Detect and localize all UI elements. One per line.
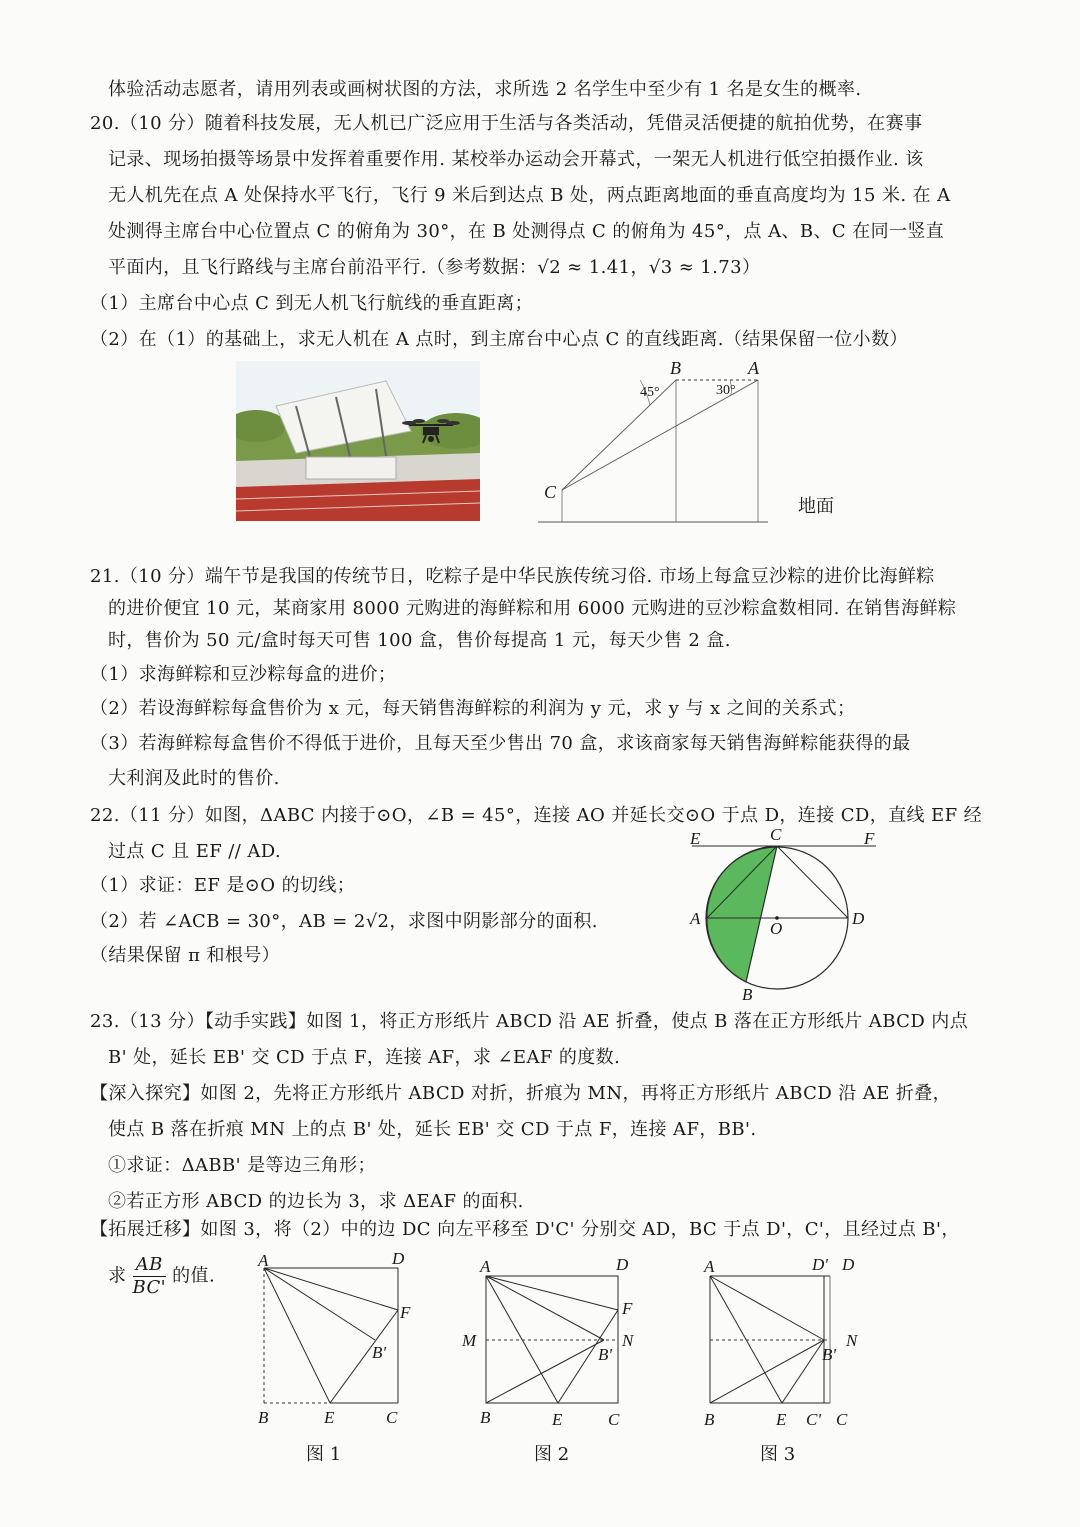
text-line: 无人机先在点 A 处保持水平飞行，飞行 9 米后到达点 B 处，两点距离地面的垂直高度均为 15 米. 在 A xyxy=(108,185,951,206)
text-line: ②若正方形 ABCD 的边长为 3，求 ΔEAF 的面积. xyxy=(108,1191,524,1212)
label-C: C xyxy=(544,482,557,502)
label-Cprime: C' xyxy=(806,1410,821,1429)
text-seg: 的值. xyxy=(172,1265,216,1287)
text-line: ①求证：ΔABB' 是等边三角形； xyxy=(108,1155,376,1176)
fraction xyxy=(133,1254,166,1299)
text-line: 记录、现场拍摄等场景中发挥着重要作用. 某校举办运动会开幕式，一架无人机进行低空拍摄作业. 该 xyxy=(108,149,924,170)
label-Bprime: B' xyxy=(372,1343,387,1362)
text-line: 【深入探究】如图 2，先将正方形纸片 ABCD 对折，折痕为 MN，再将正方形纸片 ABCD 沿 AE 折叠， xyxy=(90,1083,952,1104)
question-part: （1）求海鲜粽和豆沙粽每盒的进价； xyxy=(90,664,397,685)
text-line: 体验活动志愿者，请用列表或画树状图的方法，求所选 2 名学生中至少有 1 名是女生的概率. xyxy=(108,79,862,100)
label-F: F xyxy=(400,1303,411,1322)
text-line: 的进价便宜 10 元，某商家用 8000 元购进的海鲜粽和用 6000 元购进的豆沙粽盒数相同. 在销售海鲜粽 xyxy=(108,598,957,619)
text-line: 时，售价为 50 元/盒时每天可售 100 盒，售价每提高 1 元，每天少售 2 盒. xyxy=(108,630,731,651)
drone-angle-diagram xyxy=(530,356,850,526)
label-N: N xyxy=(846,1331,858,1350)
label-B: B xyxy=(258,1408,269,1427)
label-D: D xyxy=(392,1249,405,1268)
label-Bprime: B' xyxy=(822,1345,837,1364)
label-D: D xyxy=(852,909,865,928)
label-C: C xyxy=(836,1410,848,1429)
label-B: B xyxy=(704,1410,715,1429)
figure-2 xyxy=(458,1248,648,1433)
fraction-question xyxy=(108,1254,215,1299)
text-line: 大利润及此时的售价. xyxy=(108,768,280,789)
label-Bprime: B' xyxy=(598,1345,613,1364)
question-part: （2）在（1）的基础上，求无人机在 A 点时，到主席台中心点 C 的直线距离.（结果保留一位小数） xyxy=(90,329,908,350)
label-E: E xyxy=(324,1408,335,1427)
label-C: C xyxy=(608,1410,620,1429)
figure-3-caption: 图 3 xyxy=(760,1444,796,1465)
question-part: （结果保留 π 和根号） xyxy=(90,945,281,966)
text-line: 平面内，且飞行路线与主席台前沿平行.（参考数据：√2 ≈ 1.41，√3 ≈ 1.73） xyxy=(108,257,761,278)
label-F: F xyxy=(864,829,875,848)
label-A: A xyxy=(704,1257,715,1276)
label-A: A xyxy=(690,909,701,928)
fraction-numerator: AB xyxy=(133,1254,166,1277)
text-seg: 求 xyxy=(108,1265,127,1287)
question-part: （1）求证：EF 是⊙O 的切线； xyxy=(90,875,356,896)
label-F: F xyxy=(622,1299,633,1318)
label-B: B xyxy=(480,1408,491,1427)
question-21-title: 21.（10 分）端午节是我国的传统节日，吃粽子是中华民族传统习俗. 市场上每盒豆沙粽的进价比海鲜粽 xyxy=(90,566,935,587)
label-E: E xyxy=(776,1410,787,1429)
label-O: O xyxy=(770,919,783,938)
ground-label: 地面 xyxy=(798,496,834,516)
label-A: A xyxy=(258,1251,269,1270)
text-line: 【拓展迁移】如图 3，将（2）中的边 DC 向左平移至 D'C' 分别交 AD，BC 于点 D'，C'，且经过点 B'， xyxy=(90,1219,960,1240)
question-22-title: 22.（11 分）如图，ΔABC 内接于⊙O，∠B = 45°，连接 AO 并延长交⊙O 于点 D，连接 CD，直线 EF 经 xyxy=(90,805,982,826)
question-part: （1）主席台中心点 C 到无人机飞行航线的垂直距离； xyxy=(90,293,534,314)
label-D: D xyxy=(616,1255,629,1274)
figure-3 xyxy=(690,1248,880,1433)
label-B: B xyxy=(670,358,681,378)
label-E: E xyxy=(690,829,701,848)
label-Dprime: D' xyxy=(812,1255,828,1274)
circle-diagram xyxy=(680,826,880,1006)
label-A: A xyxy=(480,1257,491,1276)
text-line: B' 处，延长 EB' 交 CD 于点 F，连接 AF，求 ∠EAF 的度数. xyxy=(108,1047,621,1068)
question-part: （2）若 ∠ACB = 30°，AB = 2√2，求图中阴影部分的面积. xyxy=(90,911,598,932)
stadium-drone-photo xyxy=(236,361,480,521)
figure-1 xyxy=(250,1248,430,1433)
angle-30: 30° xyxy=(716,383,736,398)
question-part: （3）若海鲜粽每盒售价不得低于进价，且每天至少售出 70 盒，求该商家每天销售海鲜粽能获得的最 xyxy=(90,733,911,754)
label-A: A xyxy=(748,358,759,378)
figure-2-caption: 图 2 xyxy=(534,1444,570,1465)
label-C: C xyxy=(770,826,782,844)
question-23-title: 23.（13 分）【动手实践】如图 1，将正方形纸片 ABCD 沿 AE 折叠，使点 B 落在正方形纸片 ABCD 内点 xyxy=(90,1011,969,1032)
angle-45: 45° xyxy=(640,385,660,400)
text-line: 使点 B 落在折痕 MN 上的点 B' 处，延长 EB' 交 CD 于点 F，连接 AF，BB'. xyxy=(108,1119,757,1140)
figure-1-caption: 图 1 xyxy=(306,1444,342,1465)
label-E: E xyxy=(552,1410,563,1429)
label-M: M xyxy=(462,1331,477,1350)
label-D: D xyxy=(842,1255,855,1274)
fraction-denominator: BC' xyxy=(132,1277,167,1298)
label-C: C xyxy=(386,1408,398,1427)
question-20-title: 20.（10 分）随着科技发展，无人机已广泛应用于生活与各类活动，凭借灵活便捷的航拍优势，在赛事 xyxy=(90,113,923,134)
label-N: N xyxy=(622,1331,634,1350)
text-line: 处测得主席台中心位置点 C 的俯角为 30°，在 B 处测得点 C 的俯角为 45°，点 A、B、C 在同一竖直 xyxy=(108,221,945,242)
text-line: 过点 C 且 EF // AD. xyxy=(108,841,282,862)
label-B: B xyxy=(742,985,753,1004)
question-part: （2）若设海鲜粽每盒售价为 x 元，每天销售海鲜粽的利润为 y 元，求 y 与 x 之间的关系式； xyxy=(90,698,856,719)
